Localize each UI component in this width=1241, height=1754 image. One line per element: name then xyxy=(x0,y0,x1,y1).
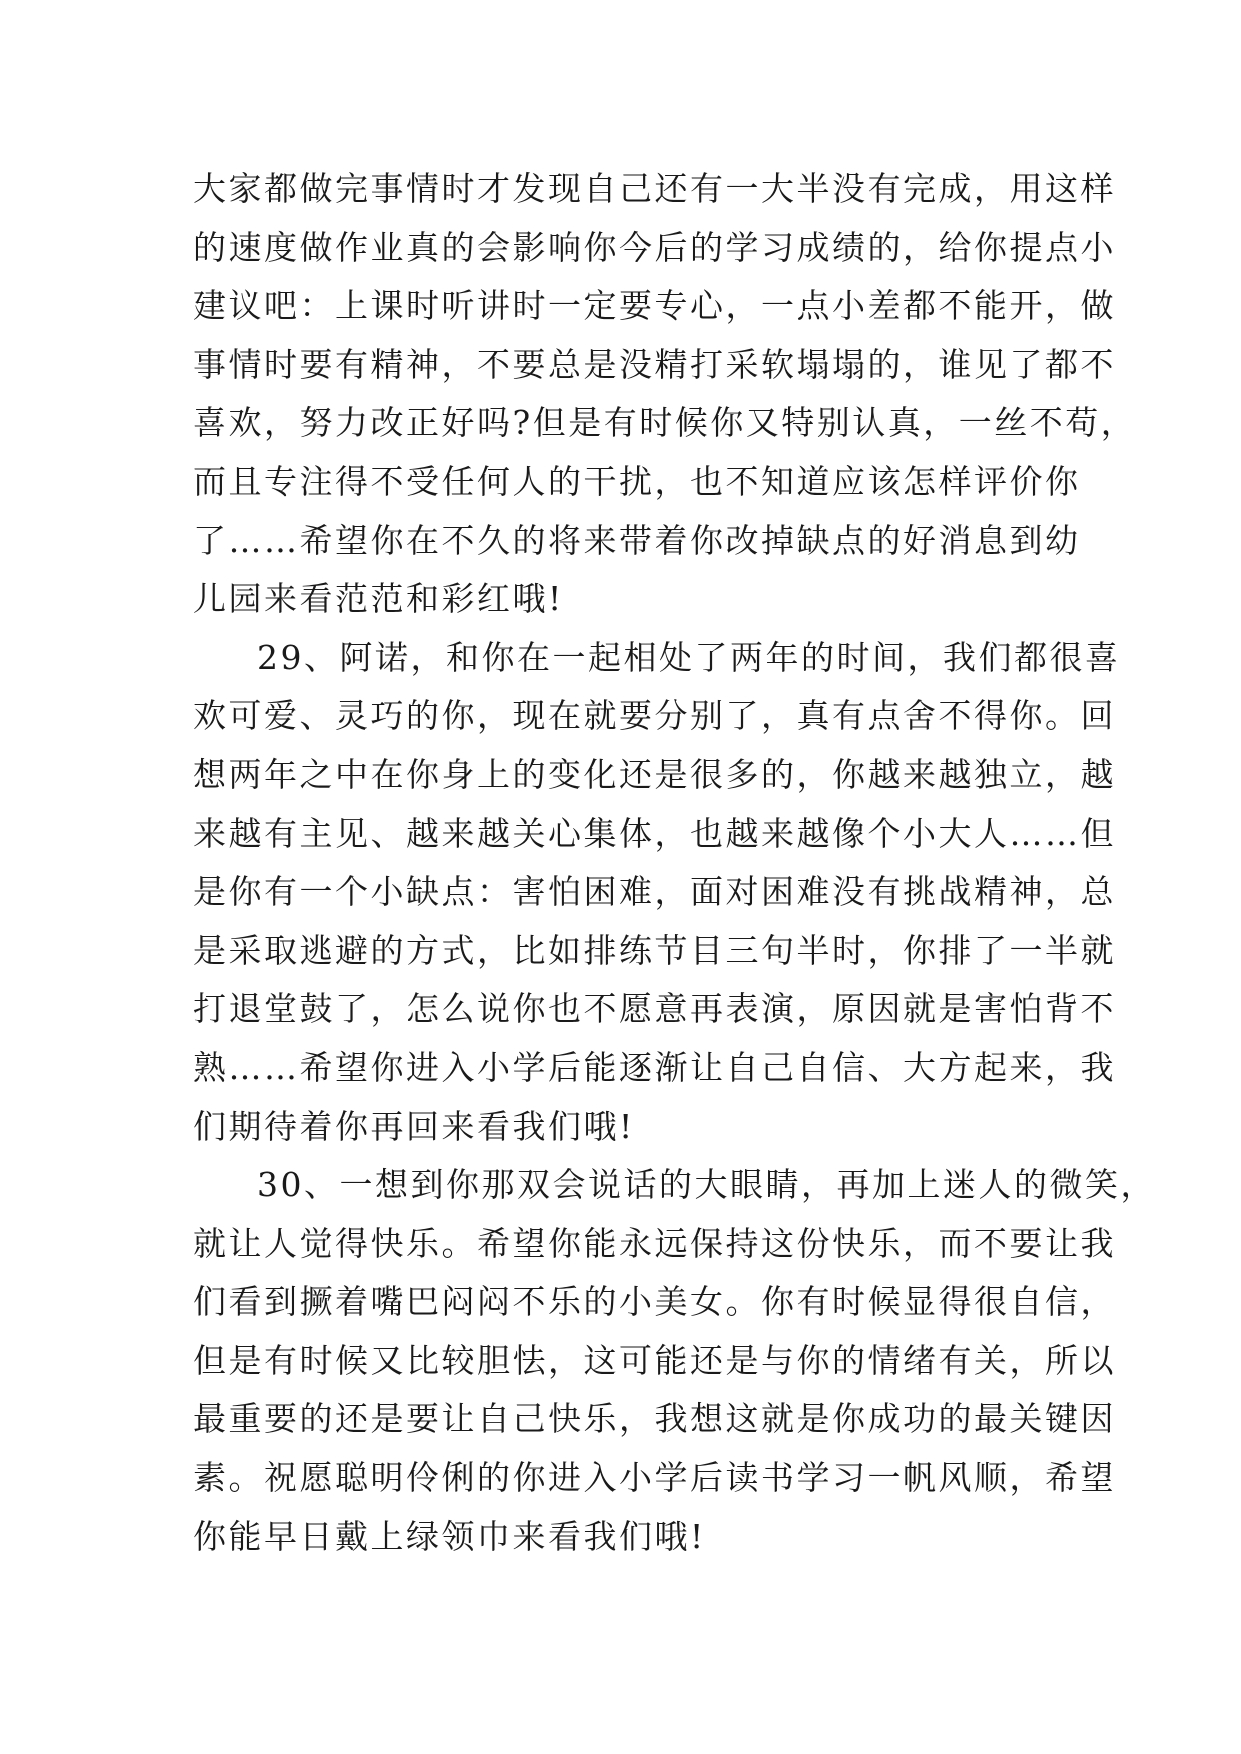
text-line: 是你有一个小缺点：害怕困难，面对困难没有挑战精神，总 xyxy=(193,872,1116,912)
text-line: 了……希望你在不久的将来带着你改掉缺点的好消息到幼 xyxy=(193,520,1081,560)
text-line: 来越有主见、越来越关心集体，也越来越像个小大人……但 xyxy=(193,813,1116,853)
text-line: 是采取逃避的方式，比如排练节目三句半时，你排了一半就 xyxy=(193,930,1116,970)
text-line: 喜欢，努力改正好吗?但是有时候你又特别认真，一丝不苟， xyxy=(193,403,1137,443)
text-line: 而且专注得不受任何人的干扰，也不知道应该怎样评价你 xyxy=(193,461,1081,501)
text-line: 儿园来看范范和彩红哦! xyxy=(193,579,564,619)
paragraph-30-first-line: 30、一想到你那双会说话的大眼睛，再加上迷人的微笑， xyxy=(257,1165,1156,1205)
text-line: 们期待着你再回来看我们哦! xyxy=(193,1106,635,1146)
text-line: 的速度做作业真的会影响你今后的学习成绩的，给你提点小 xyxy=(193,227,1116,267)
text-line: 素。祝愿聪明伶俐的你进入小学后读书学习一帆风顺，希望 xyxy=(193,1458,1116,1498)
text-line: 但是有时候又比较胆怯，这可能还是与你的情绪有关，所以 xyxy=(193,1340,1116,1380)
text-line: 欢可爱、灵巧的你，现在就要分别了，真有点舍不得你。回 xyxy=(193,696,1116,736)
text-line: 大家都做完事情时才发现自己还有一大半没有完成，用这样 xyxy=(193,169,1116,208)
text-line: 熟……希望你进入小学后能逐渐让自己自信、大方起来，我 xyxy=(193,1047,1116,1087)
text-line: 事情时要有精神，不要总是没精打采软塌塌的，谁见了都不 xyxy=(193,344,1116,384)
text-line: 打退堂鼓了，怎么说你也不愿意再表演，原因就是害怕背不 xyxy=(193,989,1116,1029)
text-line: 想两年之中在你身上的变化还是很多的，你越来越独立，越 xyxy=(193,754,1116,794)
text-line: 就让人觉得快乐。希望你能永远保持这份快乐，而不要让我 xyxy=(193,1223,1116,1263)
text-line: 建议吧：上课时听讲时一定要专心，一点小差都不能开，做 xyxy=(193,286,1116,326)
text-line: 你能早日戴上绿领巾来看我们哦! xyxy=(193,1516,706,1556)
paragraph-29-first-line: 29、阿诺，和你在一起相处了两年的时间，我们都很喜 xyxy=(257,637,1121,677)
text-line: 最重要的还是要让自己快乐，我想这就是你成功的最关键因 xyxy=(193,1399,1116,1439)
text-line: 们看到撅着嘴巴闷闷不乐的小美女。你有时候显得很自信， xyxy=(193,1282,1116,1322)
body-text xyxy=(193,160,1156,1566)
